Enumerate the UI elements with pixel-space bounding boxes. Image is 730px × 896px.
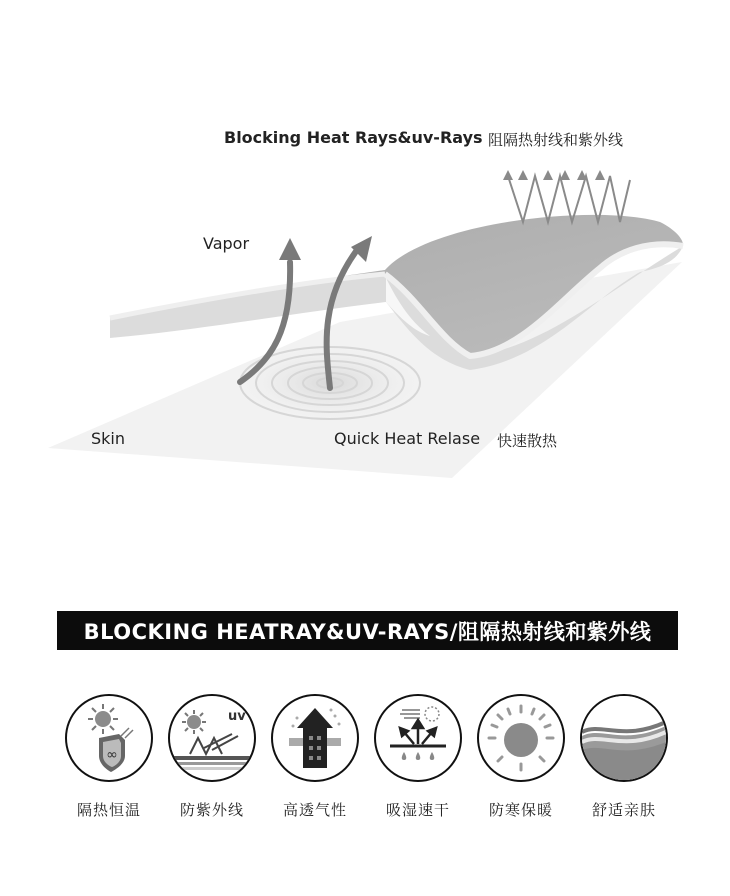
- diagram-title: Blocking Heat Rays&uv-Rays: [224, 128, 483, 147]
- feature-item-insulation: [65, 694, 153, 820]
- feature-label: 吸湿速干: [385, 801, 450, 819]
- quick-heat-label-cn: 快速散热: [497, 432, 558, 450]
- vapor-arrow-head-1: [279, 238, 301, 260]
- feature-item-quick-dry: [374, 694, 462, 820]
- feature-label: 高透气性: [282, 801, 347, 819]
- moisture-wicking-icon: [374, 694, 462, 782]
- warm-sun-icon: [477, 694, 565, 782]
- feature-label: 舒适亲肤: [591, 801, 656, 819]
- skin-label: Skin: [91, 429, 126, 448]
- feature-item-uv: [168, 694, 256, 820]
- quick-heat-label: Quick Heat Relase: [334, 429, 481, 448]
- diagram-title-cn: 阻隔热射线和紫外线: [488, 131, 624, 149]
- svg-text:uv: uv: [228, 709, 246, 724]
- breathable-arrow-icon: [271, 694, 359, 782]
- feature-item-warm: [477, 694, 565, 820]
- uv-reflect-icon: [168, 694, 256, 782]
- vapor-label: Vapor: [203, 234, 250, 253]
- feature-banner: [57, 611, 678, 650]
- reflected-rays: [508, 176, 630, 222]
- sun-shield-icon: [65, 694, 153, 782]
- feature-label: 防寒保暖: [488, 801, 553, 819]
- feature-label: 隔热恒温: [76, 801, 141, 819]
- banner-text: BLOCKING HEATRAY&UV-RAYS/阻隔热射线和紫外线: [83, 619, 652, 644]
- feature-label: 防紫外线: [179, 801, 244, 819]
- feature-item-soft: [580, 694, 668, 820]
- soft-layers-icon: [580, 694, 668, 782]
- feature-item-breathable: [271, 694, 359, 820]
- ray-arrow-heads: [503, 170, 605, 180]
- svg-text:∞: ∞: [106, 747, 118, 763]
